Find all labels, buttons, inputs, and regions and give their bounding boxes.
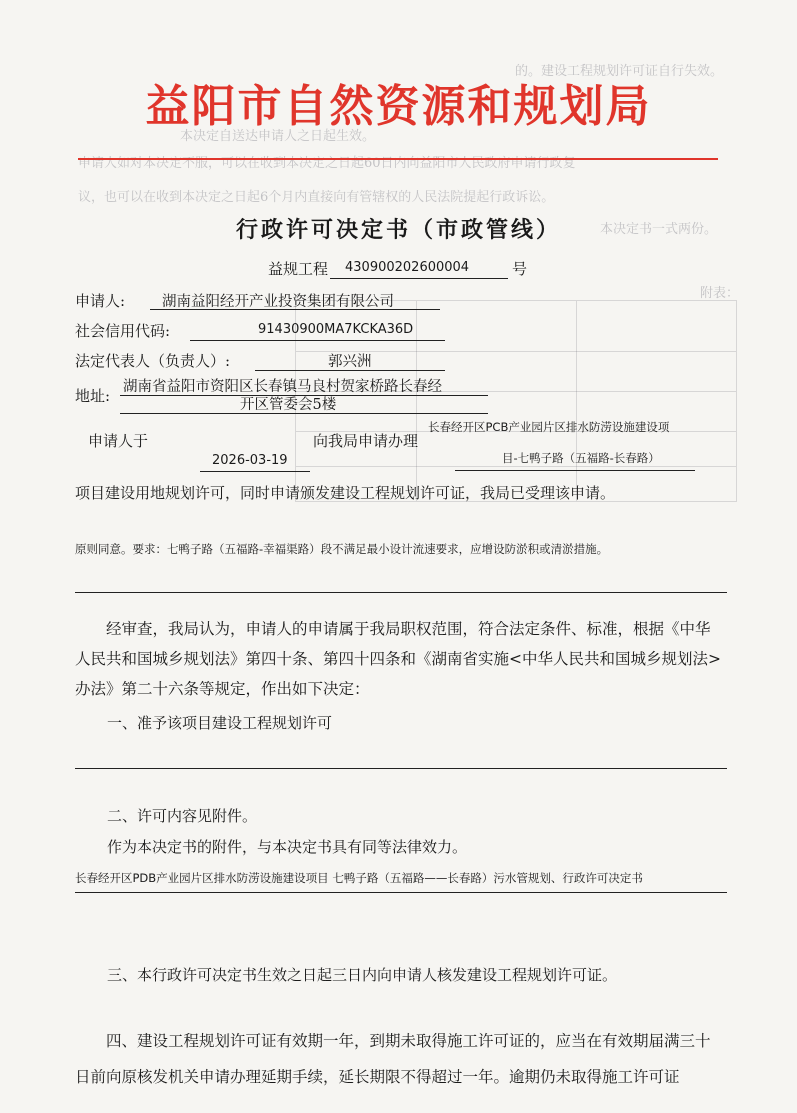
organization-letterhead: 益阳市自然资源和规划局 <box>145 81 652 132</box>
credit-code-value: 91430900MA7KCKA36D <box>258 322 414 337</box>
doc-number-prefix: 益规工程 <box>268 260 329 278</box>
address-line-2: 开区管委会5楼 <box>240 397 337 413</box>
bleed-line-b: 本决定自送达申请人之日起生效。 <box>180 129 376 144</box>
review-opinion: 原则同意。要求：七鸭子路（五福路-幸福渠路）段不满足最小设计流速要求，应增设防淤积或清淤措施。 <box>75 542 609 556</box>
applied-date: 2026-03-19 <box>212 453 288 468</box>
credit-code-label: 社会信用代码: <box>75 322 171 340</box>
attachment-note: 作为本决定书的附件，与本决定书具有同等法律效力。 <box>107 838 468 856</box>
bleed-line-a: 的。建设工程规划许可证自行失效。 <box>515 64 724 79</box>
project-name-line-1: 长春经开区PCB产业园片区排水防涝设施建设项 <box>428 420 670 434</box>
applied-mid: 向我局申请办理 <box>313 432 419 450</box>
bleed-line-e: 本决定书一式两份。 <box>600 222 718 237</box>
bleed-line-d: 议，也可以在收到本决定之日起6个月内直接向有管辖权的人民法院提起行政诉讼。 <box>78 190 555 205</box>
applicant-value: 湖南益阳经开产业投资集团有限公司 <box>162 294 394 310</box>
decision-3: 三、本行政许可决定书生效之日起三日内向申请人核发建设工程规划许可证。 <box>107 966 618 984</box>
address-label: 地址: <box>75 387 111 405</box>
legal-rep-value: 郭兴洲 <box>328 354 372 370</box>
review-paragraph: 经审查，我局认为，申请人的申请属于我局职权范围，符合法定条件、标准，根据《中华人民共和国城乡规划法》第四十条、第四十四条和《湖南省实施<中华人民共和国城乡规划法>办法》第二十六条等规定，作出如下决定： <box>75 620 721 698</box>
doc-number-suffix: 号 <box>512 260 528 278</box>
bleed-line-f: 附表： <box>700 286 740 301</box>
decision-4: 四、建设工程规划许可证有效期一年，到期未取得施工许可证的，应当在有效期届满三十日前向原核发机关申请办理延期手续，延长期限不得超过一年。逾期仍未取得施工许可证 <box>75 1032 711 1086</box>
doc-number-value: 430900202600004 <box>345 260 470 275</box>
bleed-line-c: 申请人如对本决定不服，可以在收到本决定之日起60日内向益阳市人民政府申请行政复 <box>78 156 576 171</box>
letterhead-divider <box>78 158 718 160</box>
decision-2: 二、许可内容见附件。 <box>107 807 258 825</box>
applied-tail: 项目建设用地规划许可，同时申请颁发建设工程规划许可证，我局已受理该申请。 <box>75 484 616 502</box>
project-name-line-2: 目-七鸭子路（五福路-长春路） <box>502 451 660 465</box>
legal-rep-label: 法定代表人（负责人）: <box>75 352 231 370</box>
address-line-1: 湖南省益阳市资阳区长春镇马良村贺家桥路长春经 <box>123 379 442 395</box>
attachment-title: 长春经开区PDB产业园片区排水防涝设施建设项目 七鸭子路（五福路——长春路）污水管规划、行政许可决定书 <box>75 871 643 885</box>
applicant-label: 申请人: <box>75 292 126 310</box>
document-title: 行政许可决定书（市政管线） <box>235 218 561 243</box>
decision-1: 一、准予该项目建设工程规划许可 <box>107 714 333 732</box>
applied-prefix: 申请人于 <box>88 432 149 450</box>
